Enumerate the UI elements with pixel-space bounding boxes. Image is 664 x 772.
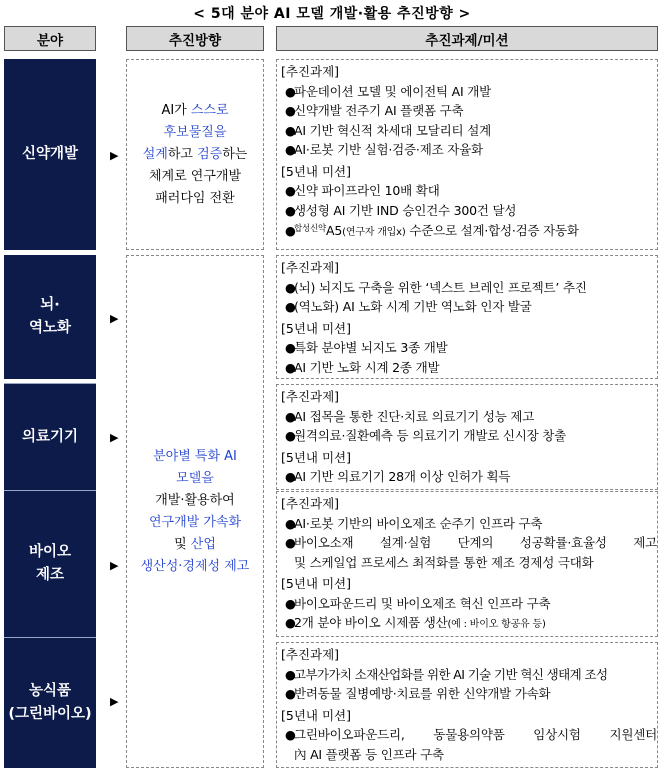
section-label-mission: [5년내 미션]: [281, 576, 351, 591]
direction-highlight: 검증: [197, 146, 223, 162]
list-item: [281, 467, 657, 487]
item-text: 파운데이션 모델 및 에이전틱 AI 개발: [294, 83, 491, 99]
bullet-icon: ●: [285, 727, 296, 742]
list-item: [281, 181, 657, 201]
header-field: 분야: [4, 26, 96, 51]
item-text: 신약 파이프라인 10배 확대: [294, 183, 440, 198]
arrow-icon: ▶: [110, 431, 119, 444]
tasks-food: [276, 642, 658, 768]
bullet-icon: ●: [285, 142, 296, 157]
section-label-mission: [5년내 미션]: [281, 449, 351, 465]
section-label-mission: [5년내 미션]: [281, 320, 351, 336]
item-text: 2개 분야 바이오 시제품 생산: [294, 615, 448, 630]
list-item: [281, 684, 657, 704]
arrow-icon: ▶: [110, 149, 119, 162]
item-superscript: 합성신약: [294, 224, 327, 234]
list-item: [281, 613, 657, 635]
section-label-tasks: [추진과제]: [281, 389, 340, 404]
bullet-icon: ●: [285, 686, 296, 701]
item-text: 신약개발 전주기 AI 플랫폼 구축: [294, 103, 464, 118]
list-item: [281, 278, 657, 298]
item-text: AI 기반 노화 시계 2종 개발: [294, 359, 440, 375]
page-title: < 5대 분야 AI 모델 개발·활용 추진방향 >: [193, 6, 471, 22]
item-text: 그린바이오파운드리, 동물용의약품 임상시험 지원센터: [294, 727, 657, 742]
bullet-icon: ●: [285, 666, 296, 682]
direction-text: AI가: [161, 102, 191, 118]
field-drug: [4, 59, 96, 250]
item-note: (연구자 개입x): [342, 227, 406, 238]
item-note: (예 : 바이오 항공유 등): [447, 619, 546, 630]
direction-text: 체계로 연구개발: [148, 168, 242, 184]
item-text: AI·로봇 기반 실험·검증·제조 자율화: [294, 142, 483, 157]
list-item: [281, 514, 657, 534]
list-item: [281, 533, 657, 572]
bullet-icon: ●: [285, 515, 296, 531]
tasks-bio: [276, 491, 658, 637]
list-item: [281, 338, 657, 358]
list-item: [281, 358, 657, 378]
item-text: 및 스케일업 프로세스 최적화를 통한 제조 경제성 극대화: [294, 554, 594, 570]
field-bio-line1: 바이오: [28, 544, 72, 560]
section-label-tasks: [추진과제]: [281, 496, 340, 511]
direction-highlight: 스스로: [190, 102, 229, 118]
item-text: 바이오파운드리 및 바이오제조 혁신 인프라 구축: [294, 595, 551, 611]
list-item: [281, 407, 657, 427]
field-food: [4, 638, 96, 768]
bullet-icon: ●: [285, 428, 296, 443]
list-item: [281, 220, 657, 243]
list-item: [281, 82, 657, 102]
bullet-icon: ●: [285, 103, 296, 118]
list-item: [281, 426, 657, 446]
item-text: AI·로봇 기반의 바이오제조 순주기 인프라 구축: [294, 515, 543, 531]
section-label-mission: [5년내 미션]: [281, 707, 351, 723]
section-label-tasks: [추진과제]: [281, 64, 340, 79]
direction-highlight: 연구개발 가속화: [148, 514, 242, 530]
field-food-line1: 농식품: [28, 683, 71, 699]
field-brain-line1: 뇌·: [40, 297, 60, 313]
bullet-icon: ●: [285, 202, 296, 218]
item-text: (뇌) 뇌지도 구축을 위한 ‘넥스트 브레인 프로젝트’ 추진: [294, 279, 587, 295]
bullet-icon: ●: [285, 359, 296, 375]
direction-highlight: 생산성·경제성 제고: [140, 558, 250, 574]
bullet-icon: ●: [285, 595, 296, 611]
bullet-icon: ●: [285, 469, 296, 484]
item-text: AI 기반 혁신적 차세대 모달리티 설계: [294, 122, 491, 138]
bullet-icon: ●: [285, 340, 296, 355]
item-text: 바이오소재 설계·실험 단계의 성공확률·효율성 제고: [294, 535, 657, 550]
field-drug-label: 신약개발: [21, 146, 79, 162]
direction-text: 하고: [167, 146, 198, 162]
bullet-icon: ●: [285, 615, 296, 630]
list-item: [281, 201, 657, 221]
item-text: 반려동물 질병예방·치료를 위한 신약개발 가속화: [294, 686, 551, 701]
bullet-icon: ●: [285, 535, 296, 550]
item-text: 생성형 AI 기반 IND 승인건수 300건 달성: [294, 202, 517, 218]
tasks-device: [276, 384, 658, 490]
direction-text: 개발·활용하여: [155, 492, 235, 508]
direction-highlight: 산업: [190, 536, 216, 552]
item-text: (역노화) AI 노화 시계 기반 역노화 인자 발굴: [294, 299, 532, 314]
direction-text: 및: [174, 536, 191, 552]
direction-highlight: 분야별 특화 AI: [153, 448, 237, 464]
list-item: [281, 101, 657, 121]
arrow-icon: ▶: [110, 312, 119, 325]
bullet-icon: ●: [285, 83, 296, 99]
arrow-icon: ▶: [110, 559, 119, 572]
section-label-tasks: [추진과제]: [281, 260, 340, 275]
item-text: A5: [326, 223, 343, 238]
item-text: 특화 분야별 뇌지도 3종 개발: [294, 340, 448, 355]
list-item: [281, 594, 657, 614]
bullet-icon: ●: [285, 299, 296, 314]
direction-highlight: 후보물질을: [163, 124, 227, 140]
direction-text: 패러다임 전환: [155, 190, 235, 206]
bullet-icon: ●: [285, 183, 296, 198]
header-direction: 추진방향: [126, 26, 264, 51]
arrow-icon: ▶: [110, 695, 119, 708]
item-text: 고부가가치 소재산업화를 위한 AI 기술 기반 혁신 생태계 조성: [294, 666, 608, 682]
list-item: [281, 665, 657, 685]
field-bio-line2: 제조: [35, 567, 64, 583]
direction-text: 하는: [222, 146, 248, 162]
tasks-drug: [276, 59, 658, 250]
item-text: AI 접목을 통한 진단·치료 의료기기 성능 제고: [294, 408, 535, 424]
field-device-label: 의료기기: [21, 428, 79, 445]
section-label-tasks: [추진과제]: [281, 647, 340, 662]
item-text: 수준으로 설계·합성·검증 자동화: [405, 223, 579, 238]
bullet-icon: ●: [285, 223, 296, 238]
list-item: [281, 121, 657, 141]
bullet-icon: ●: [285, 408, 296, 424]
section-label-mission: [5년내 미션]: [281, 163, 351, 179]
bullet-icon: ●: [285, 279, 296, 295]
field-brain-line2: 역노화: [28, 320, 72, 336]
field-bio: [4, 491, 96, 637]
header-tasks: 추진과제/미션: [276, 26, 658, 51]
bullet-icon: ●: [285, 122, 296, 138]
item-text: 內 AI 플랫폼 등 인프라 구축: [294, 746, 444, 762]
field-brain: [4, 255, 96, 379]
item-text: AI 기반 의료기기 28개 이상 인허가 획득: [294, 469, 511, 484]
list-item: [281, 725, 657, 764]
direction-drug: [126, 59, 264, 250]
direction-common: [126, 255, 264, 768]
direction-highlight: 모델을: [176, 470, 214, 486]
direction-highlight: 설계: [142, 146, 168, 162]
field-food-line2: (그린바이오): [8, 706, 92, 722]
list-item: [281, 140, 657, 160]
tasks-brain: [276, 255, 658, 379]
item-text: 원격의료·질환예측 등 의료기기 개발로 신시장 창출: [294, 428, 567, 443]
list-item: [281, 297, 657, 317]
field-device: [4, 384, 96, 490]
